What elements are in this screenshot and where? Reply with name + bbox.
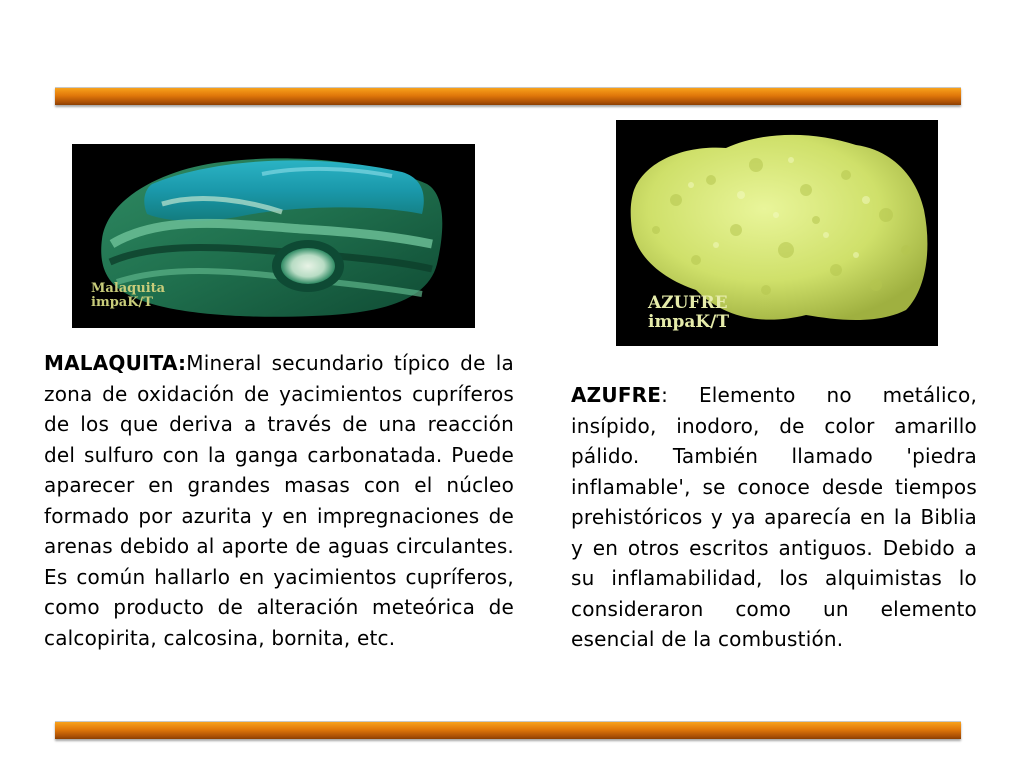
azufre-description-text: : Elemento no metálico, insípido, inodoro, de color amarillo pálido. También llamado 'piedra inflamable', se conoce desde tiempos prehistóricos y ya aparecía en la Biblia y en otros escritos antiguos. Debido a su inflamabilidad, los alquimistas lo consideraron como un elemento esencial de la combustión. <box>571 383 977 651</box>
azufre-photo-caption <box>648 294 729 331</box>
azufre-caption-name: AZUFRE <box>648 293 728 313</box>
malaquita-caption-credit: impaK/T <box>91 295 153 311</box>
malaquita-photo-caption <box>91 282 165 311</box>
top-divider-bar <box>55 87 961 105</box>
azufre-term: AZUFRE <box>571 383 662 407</box>
malaquita-description-text: Mineral secundario típico de la zona de oxidación de yacimientos cupríferos de los que deriva a través de una reacción del sulfuro con la ganga carbonatada. Puede aparecer en grandes masas con el núcleo formado por azurita y en impregnaciones de arenas debido al aporte de aguas circulantes. Es común hallarlo en yacimientos cupríferos, como producto de alteración meteórica de calcopirita, calcosina, bornita, etc. <box>44 351 514 650</box>
bottom-divider-bar <box>55 721 961 739</box>
malaquita-description <box>44 348 514 653</box>
azufre-caption-credit: impaK/T <box>648 311 729 332</box>
azufre-photo <box>616 120 938 346</box>
malaquita-term: MALAQUITA: <box>44 351 187 375</box>
malaquita-caption-name: Malaquita <box>91 281 166 296</box>
malaquita-photo <box>72 144 475 328</box>
azufre-description <box>571 380 977 655</box>
